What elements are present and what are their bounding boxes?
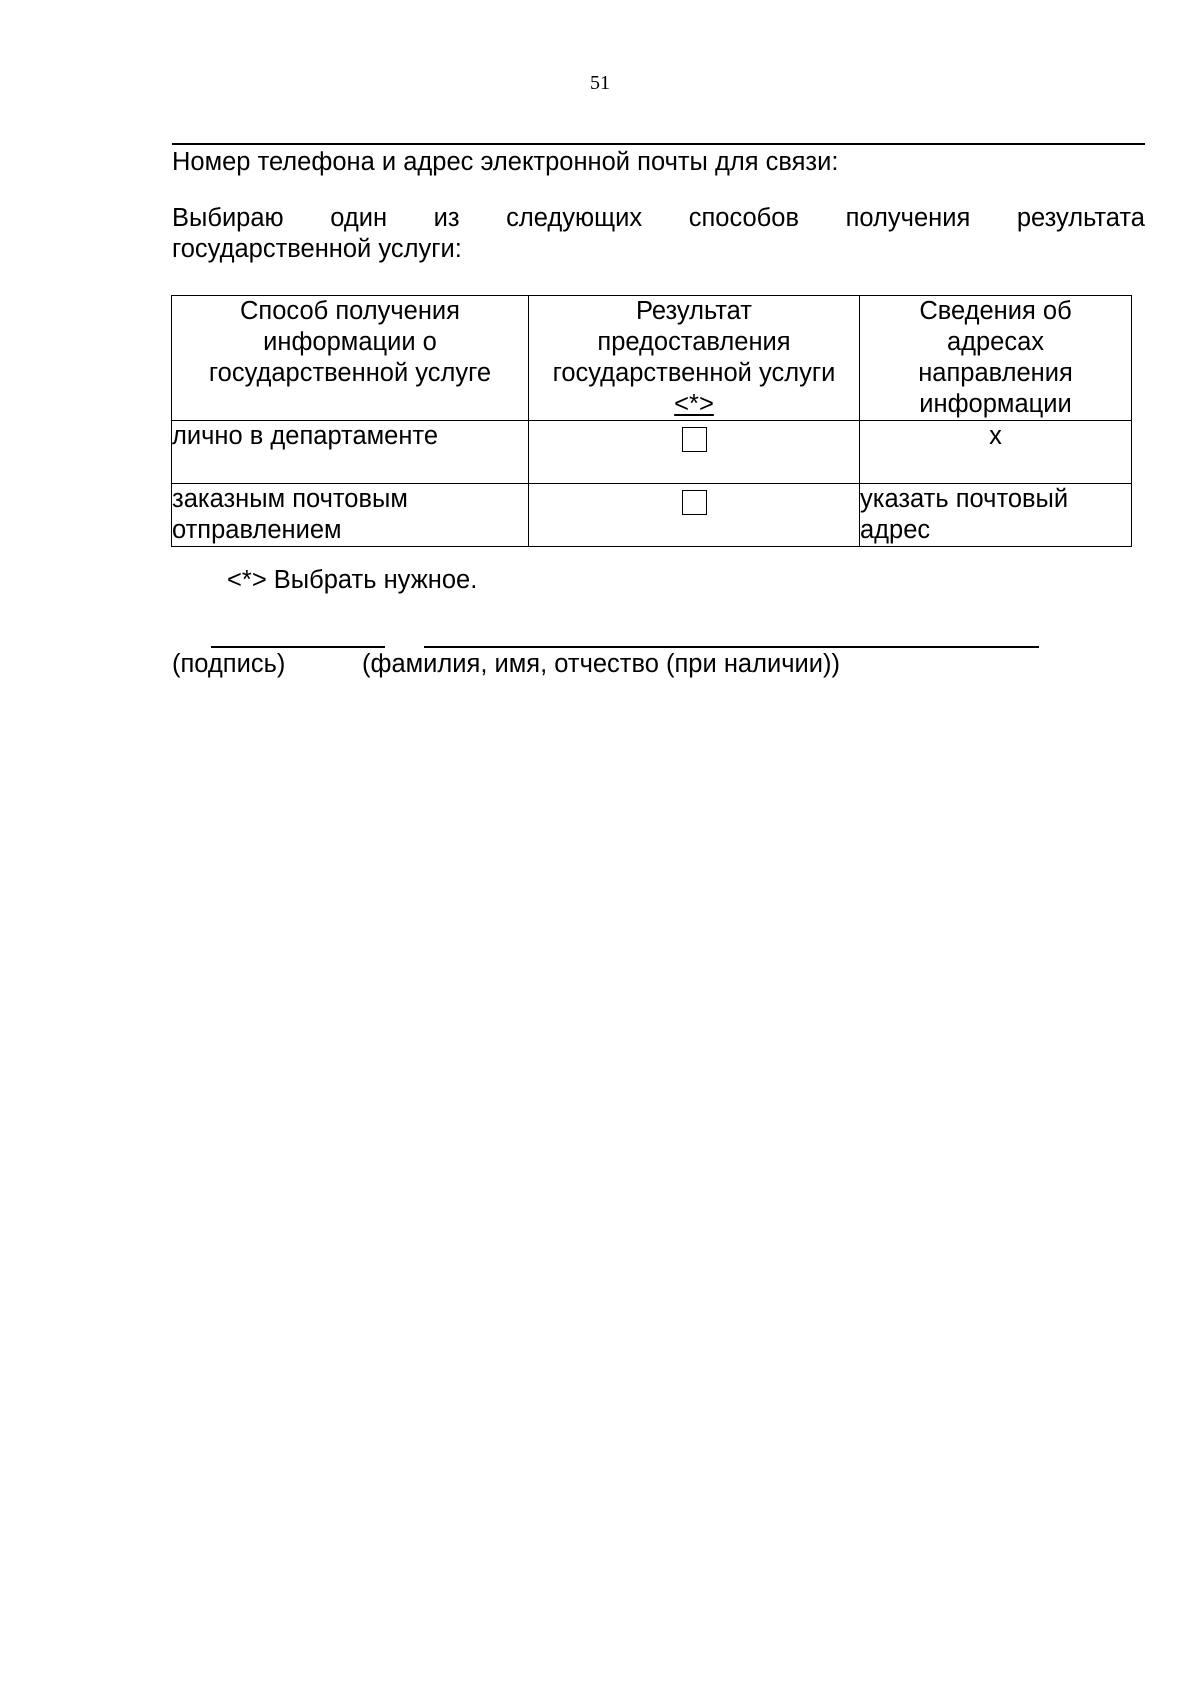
method-text: заказным почтовым <box>172 485 408 513</box>
footnote-mark-link[interactable]: <*> <box>674 390 714 418</box>
header-method-line: Способ получения <box>240 297 460 325</box>
full-name-line[interactable] <box>424 646 1039 648</box>
header-address-line: информации <box>919 390 1072 418</box>
header-address-line: направления <box>918 359 1073 387</box>
table-header-row <box>172 296 1132 421</box>
address-text: x <box>989 422 1002 450</box>
address-text: адрес <box>860 516 931 544</box>
intro-line-2: государственной услуги: <box>172 235 462 263</box>
table-row <box>172 484 1132 547</box>
header-result <box>529 296 860 421</box>
method-cell <box>172 484 529 547</box>
contact-info-label: Номер телефона и адрес электронной почты для связи: <box>172 148 839 176</box>
header-method-line: государственной услуге <box>208 359 492 387</box>
result-method-table <box>171 295 1132 547</box>
header-method <box>172 296 529 421</box>
header-method-line: информации о <box>263 328 437 356</box>
contact-fill-line <box>172 143 1145 145</box>
method-cell <box>172 421 529 484</box>
header-address-line: Сведения об <box>919 297 1072 325</box>
address-text: указать почтовый <box>860 485 1069 513</box>
method-text: отправлением <box>172 516 342 544</box>
full-name-label: (фамилия, имя, отчество (при наличии)) <box>362 650 840 678</box>
intro-line-1: Выбираю один из следующих способов получения результата <box>172 204 1145 232</box>
header-result-line: Результат <box>636 297 752 325</box>
in-person-checkbox[interactable] <box>682 427 707 452</box>
result-method-intro <box>172 203 1145 265</box>
header-address-line: адресах <box>946 328 1045 356</box>
table-row <box>172 421 1132 484</box>
result-cell <box>529 484 860 547</box>
header-result-line: предоставления <box>597 328 791 356</box>
footnote-text: <*> Выбрать нужное. <box>227 566 478 594</box>
method-text: лично в департаменте <box>172 422 439 450</box>
address-cell <box>860 484 1132 547</box>
page-number: 51 <box>590 72 610 94</box>
address-cell <box>860 421 1132 484</box>
signature-label: (подпись) <box>172 650 286 678</box>
header-result-line: государственной услуги <box>552 359 836 387</box>
signature-line[interactable] <box>211 646 385 648</box>
registered-mail-checkbox[interactable] <box>682 490 707 515</box>
header-address <box>860 296 1132 421</box>
result-cell <box>529 421 860 484</box>
